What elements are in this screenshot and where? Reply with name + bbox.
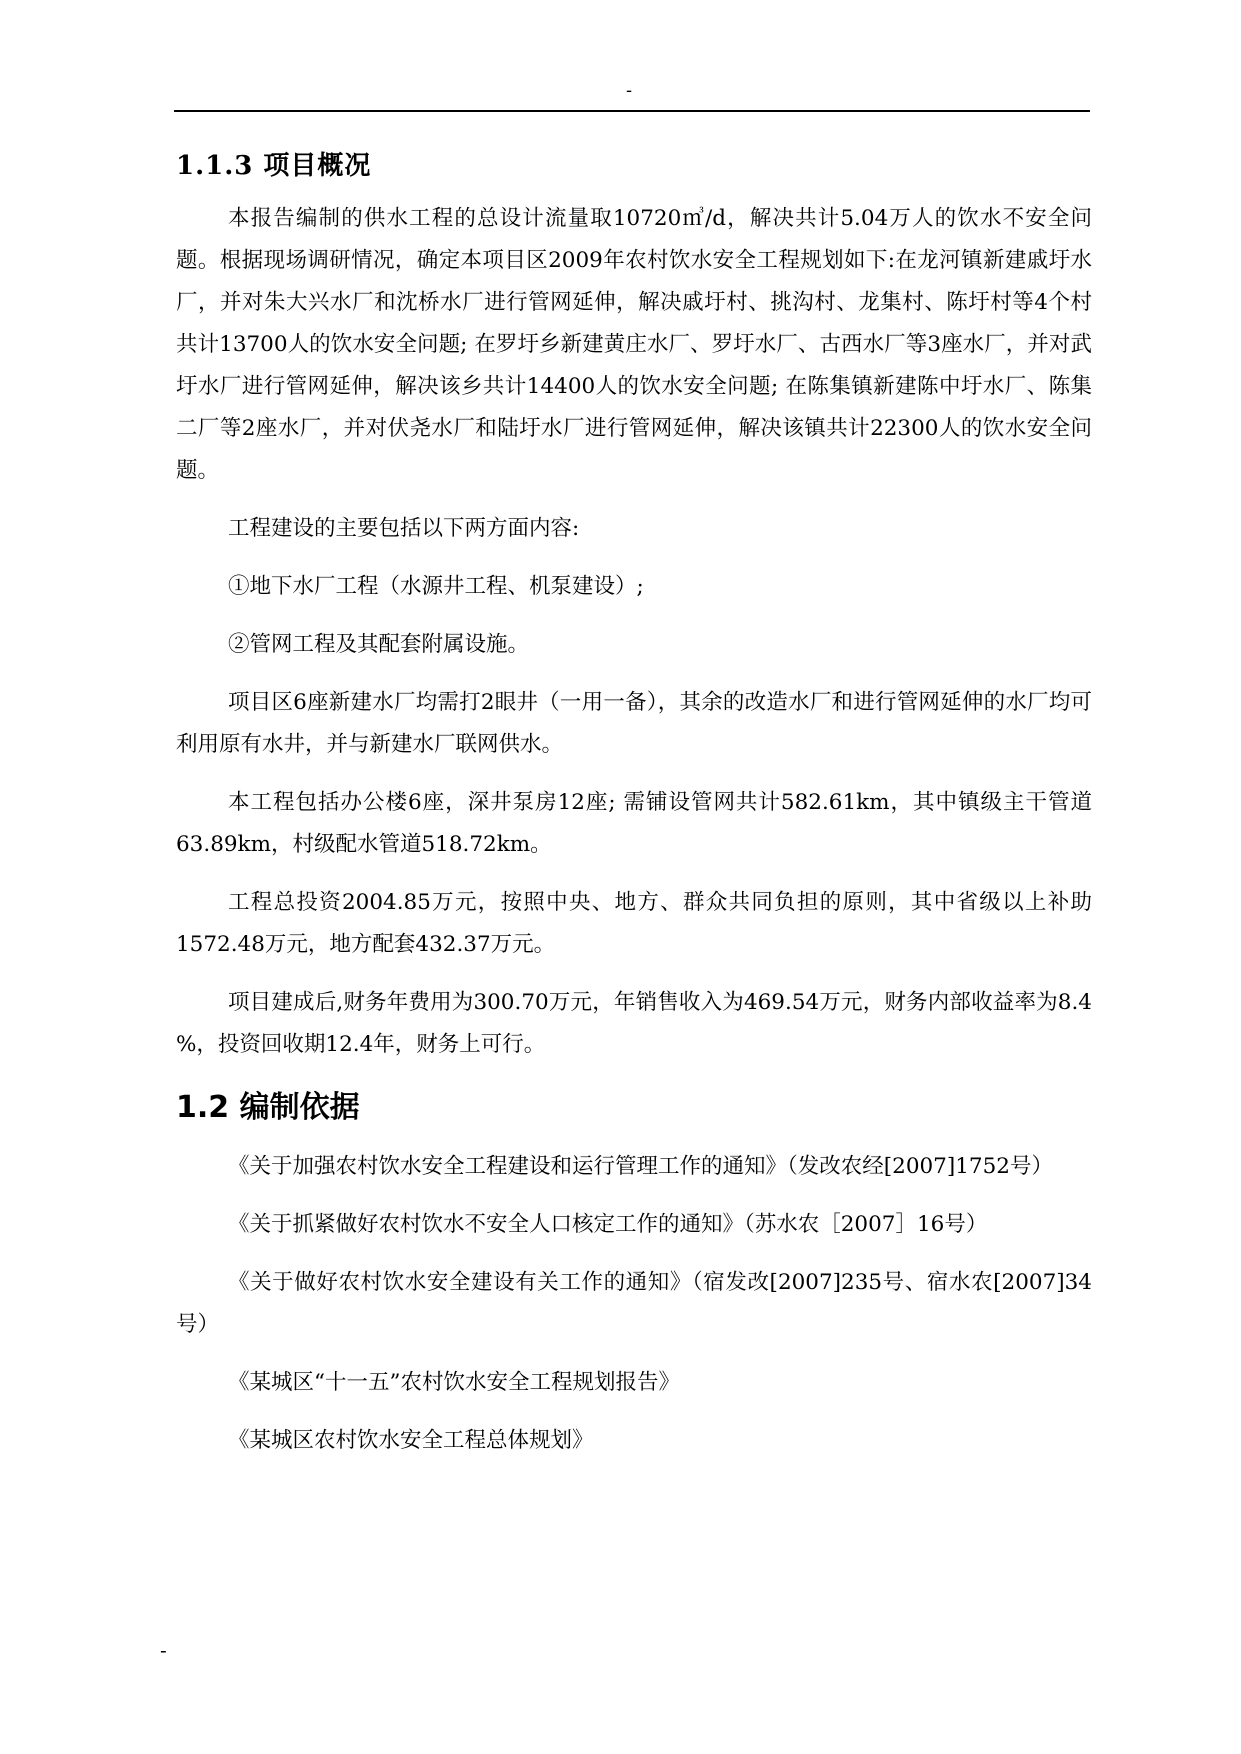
paragraph-finance: 项目建成后,财务年费用为300.70万元，年销售收入为469.54万元，财务内部收益率为8.4 %，投资回收期12.4年，财务上可行。 <box>176 990 1092 1057</box>
section-heading-1-1-3: 1.1.3 项目概况 <box>176 151 372 181</box>
reference-item: 《关于抓紧做好农村饮水不安全人口核定工作的通知》（苏水农［2007］16号） <box>228 1212 988 1237</box>
header-rule <box>174 110 1090 112</box>
paragraph-scope-item-2: ②管网工程及其配套附属设施。 <box>228 632 530 657</box>
reference-item: 《关于做好农村饮水安全建设有关工作的通知》（宿发改[2007]235号、宿水农[2007]34号） <box>176 1270 1092 1337</box>
paragraph-wells: 项目区6座新建水厂均需打2眼井（一用一备），其余的改造水厂和进行管网延伸的水厂均可利用原有水井，并与新建水厂联网供水。 <box>176 690 1092 757</box>
page-footer-mark: - <box>160 1638 167 1662</box>
reference-item: 《某城区“十一五”农村饮水安全工程规划报告》 <box>228 1370 680 1395</box>
paragraph-scope-intro: 工程建设的主要包括以下两方面内容: <box>228 516 580 541</box>
reference-item: 《关于加强农村饮水安全工程建设和运行管理工作的通知》（发改农经[2007]1752号） <box>228 1154 1053 1179</box>
paragraph-buildings: 本工程包括办公楼6座，深井泵房12座; 需铺设管网共计582.61km，其中镇级主干管道63.89km，村级配水管道518.72km。 <box>176 790 1092 857</box>
section-heading-1-2: 1.2 编制依据 <box>176 1090 360 1125</box>
reference-item: 《某城区农村饮水安全工程总体规划》 <box>228 1428 594 1453</box>
paragraph-investment: 工程总投资2004.85万元，按照中央、地方、群众共同负担的原则，其中省级以上补助1572.48万元，地方配套432.37万元。 <box>176 890 1092 957</box>
paragraph-scope-item-1: ①地下水厂工程（水源井工程、机泵建设）; <box>228 574 644 599</box>
page-header-mark: - <box>626 80 633 101</box>
paragraph-overview: 本报告编制的供水工程的总设计流量取10720㎥/d，解决共计5.04万人的饮水不安全问题。根据现场调研情况，确定本项目区2009年农村饮水安全工程规划如下:在龙河镇新建戚圩水厂，并对朱大兴水厂和沈桥水厂进行管网延伸，解决戚圩村、挑沟村、龙集村、陈圩村等4个村共计13700人的饮水安全问题; 在罗圩乡新建黄庄水厂、罗圩水厂、古西水厂等3座水厂，并对武圩水厂进行管网延伸，解决该乡共计14400人的饮水安全问题; 在陈集镇新建陈中圩水厂、陈集二厂等2座水厂，并对伏尧水厂和陆圩水厂进行管网延伸，解决该镇共计22300人的饮水安全问题。 <box>176 206 1092 483</box>
document-body <box>176 148 1092 1478</box>
